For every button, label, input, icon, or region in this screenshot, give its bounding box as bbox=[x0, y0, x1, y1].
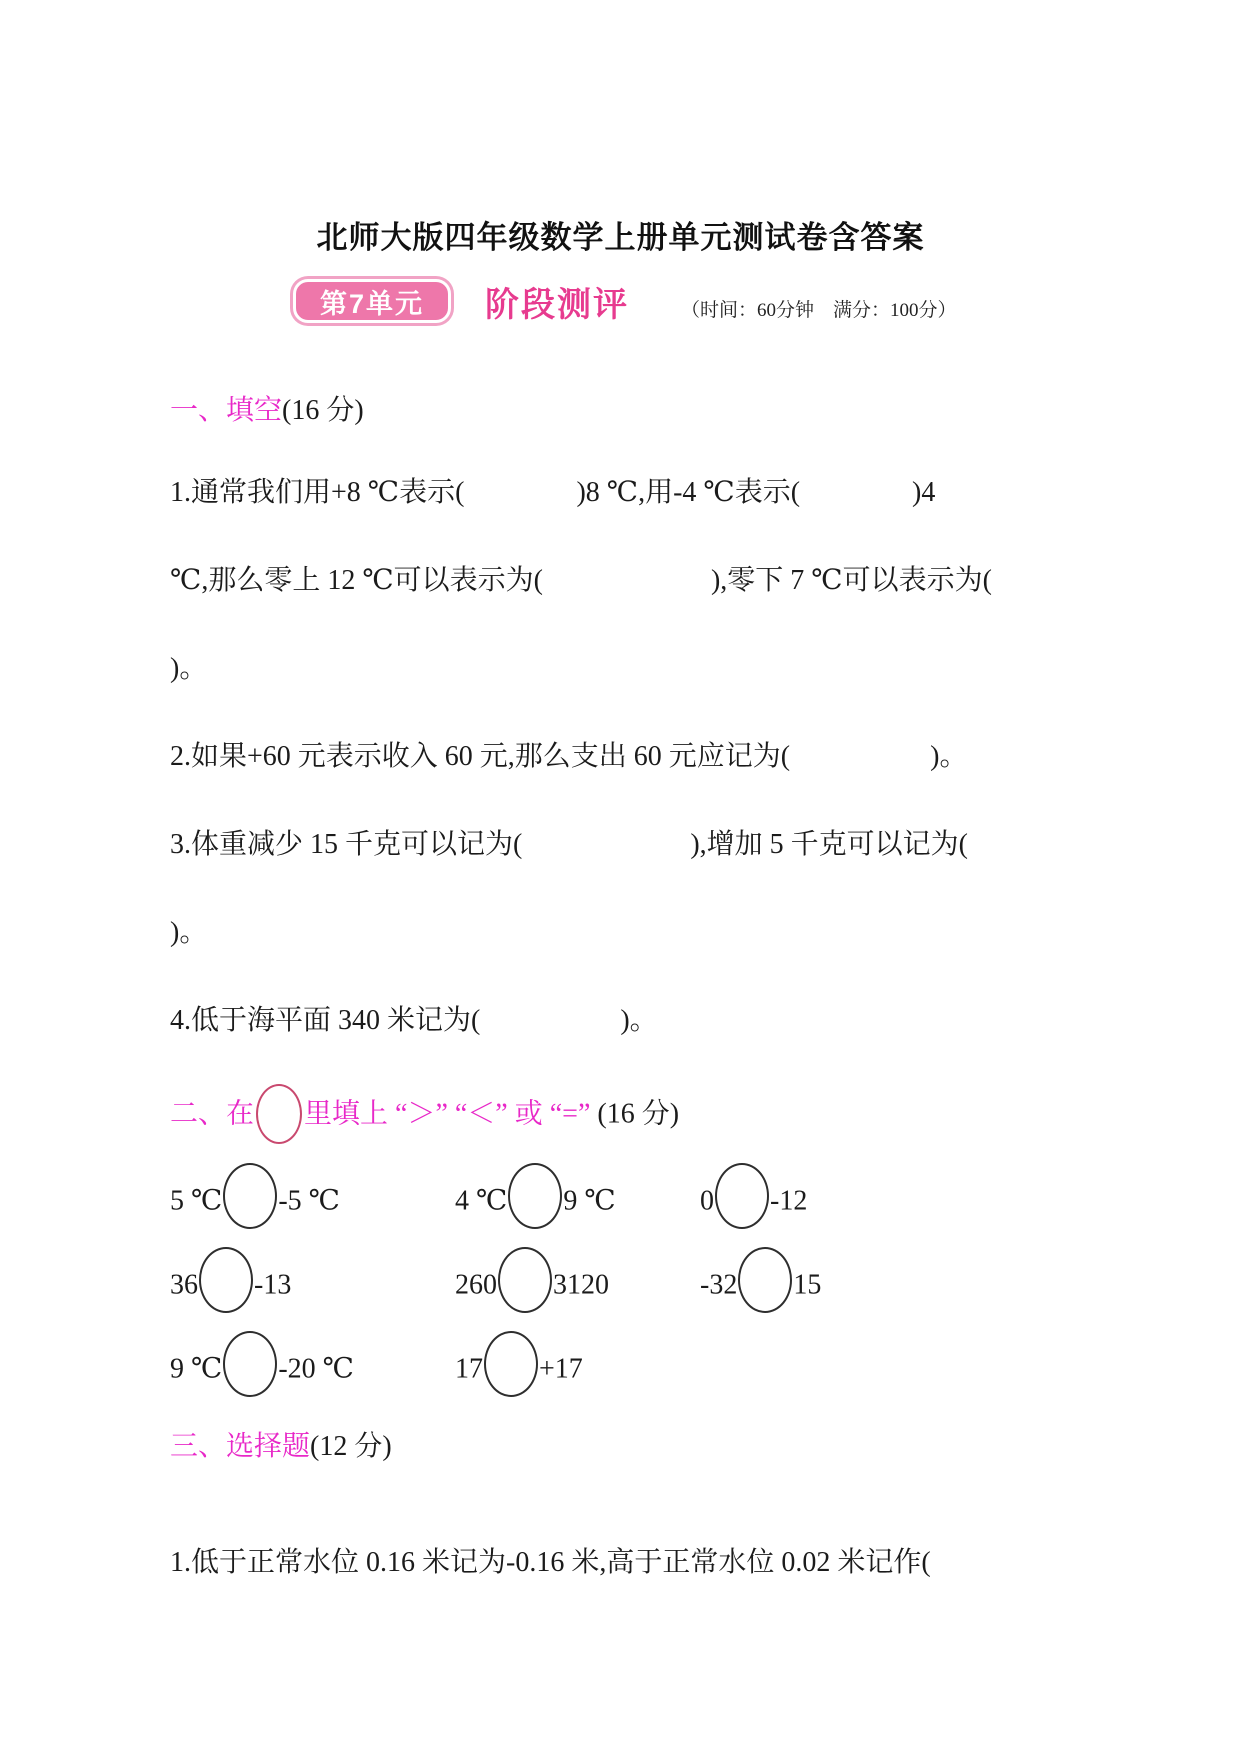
comparison-item bbox=[170, 1170, 455, 1236]
question-1-line-2: ℃,那么零上 12 ℃可以表示为( ),零下 7 ℃可以表示为( bbox=[170, 565, 992, 596]
unit-badge: 第7单元 bbox=[293, 279, 451, 323]
comparison-left: 260 bbox=[455, 1269, 497, 1301]
section3-points: (12 分) bbox=[310, 1431, 392, 1462]
comparison-circle-icon bbox=[508, 1163, 562, 1229]
section2-heading-post: 里填上 “＞” “＜” 或 “=” bbox=[304, 1098, 598, 1130]
comparison-right: 3120 bbox=[553, 1269, 609, 1301]
time-and-score-info: （时间：60分钟 满分：100分） bbox=[681, 300, 957, 321]
comparison-right: -20 ℃ bbox=[278, 1353, 354, 1385]
comparison-circle-icon bbox=[484, 1331, 538, 1397]
section3-question-1: 1.低于正常水位 0.16 米记为-0.16 米,高于正常水位 0.02 米记作( bbox=[170, 1547, 931, 1578]
comparison-circle-icon bbox=[199, 1247, 253, 1313]
comparison-item bbox=[170, 1338, 455, 1404]
comparison-right: 9 ℃ bbox=[563, 1185, 616, 1217]
section1-heading bbox=[170, 388, 364, 428]
section2-heading bbox=[170, 1086, 679, 1146]
comparison-item bbox=[455, 1338, 700, 1404]
comparison-item bbox=[455, 1254, 700, 1320]
comparison-left: 4 ℃ bbox=[455, 1185, 508, 1217]
comparison-item bbox=[455, 1170, 700, 1236]
section3-heading bbox=[170, 1424, 392, 1464]
comparison-circle-icon bbox=[715, 1163, 769, 1229]
question-3-line-1: 3.体重减少 15 千克可以记为( ),增加 5 千克可以记为( bbox=[170, 829, 968, 860]
section1-heading-label: 一、填空 bbox=[170, 395, 283, 426]
comparison-right: +17 bbox=[539, 1353, 583, 1385]
question-4: 4.低于海平面 340 米记为( )。 bbox=[170, 1005, 658, 1036]
comparison-left: 36 bbox=[170, 1269, 198, 1301]
section1-points: (16 分) bbox=[282, 395, 364, 426]
section2-heading-pre: 二、在 bbox=[170, 1098, 255, 1130]
comparison-left: 9 ℃ bbox=[170, 1353, 223, 1385]
question-2: 2.如果+60 元表示收入 60 元,那么支出 60 元应记为( )。 bbox=[170, 741, 968, 772]
comparison-item bbox=[170, 1254, 455, 1320]
comparison-row-1 bbox=[170, 1170, 807, 1236]
section2-points: (16 分) bbox=[597, 1098, 680, 1130]
question-1-line-1: 1.通常我们用+8 ℃表示( )8 ℃,用-4 ℃表示( )4 bbox=[170, 477, 936, 508]
comparison-row-3 bbox=[170, 1338, 700, 1404]
comparison-circle-icon bbox=[498, 1247, 552, 1313]
comparison-left: 5 ℃ bbox=[170, 1185, 223, 1217]
comparison-circle-icon bbox=[738, 1247, 792, 1313]
question-1-line-3: )。 bbox=[170, 653, 208, 684]
section3-heading-label: 三、选择题 bbox=[170, 1431, 311, 1462]
comparison-circle-icon bbox=[223, 1331, 277, 1397]
comparison-right: -12 bbox=[770, 1185, 808, 1217]
comparison-right: -13 bbox=[254, 1269, 292, 1301]
comparison-item bbox=[700, 1254, 821, 1320]
comparison-right: 15 bbox=[793, 1269, 822, 1301]
comparison-left: 17 bbox=[455, 1353, 483, 1385]
comparison-left: -32 bbox=[700, 1269, 738, 1301]
comparison-row-2 bbox=[170, 1254, 821, 1320]
unit-header bbox=[293, 276, 957, 326]
blank-circle-icon bbox=[256, 1084, 302, 1144]
question-3-line-2: )。 bbox=[170, 917, 208, 948]
stage-title: 阶段测评 bbox=[485, 285, 629, 324]
comparison-item bbox=[700, 1170, 807, 1236]
comparison-right: -5 ℃ bbox=[278, 1185, 340, 1217]
page-title: 北师大版四年级数学上册单元测试卷含答案 bbox=[316, 220, 925, 255]
comparison-left: 0 bbox=[700, 1185, 714, 1217]
comparison-circle-icon bbox=[223, 1163, 277, 1229]
